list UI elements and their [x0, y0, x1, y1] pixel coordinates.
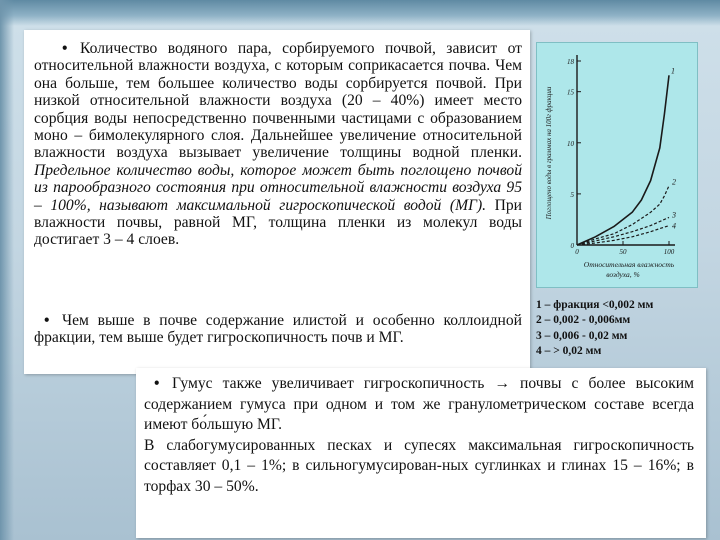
paragraph-hygroscopic-water	[34, 40, 522, 249]
chart-legend	[536, 298, 716, 360]
series-3-label: 3	[672, 210, 676, 220]
x-tick-label: 0	[575, 248, 579, 256]
series-4-label: 4	[672, 221, 676, 231]
bullet-icon: •	[44, 312, 50, 329]
sorption-chart-svg	[537, 43, 697, 287]
sorption-chart	[536, 42, 698, 288]
paragraph3-text: Гумус также увеличивает гигроскопичность → почвы с более высоким содержанием гумуса при одном и том же гранулометрическом составе всегда имеют бо́льшую МГ.	[144, 375, 694, 433]
chart-curves	[577, 75, 669, 245]
y-tick-label: 18	[567, 58, 574, 66]
paragraph1-lead: Количество водяного пара, сорбируемого почвой, зависит от относительной влажности воздуха, с которым соприкасается почва. Чем она больше, тем большее количество воды сорбируется почвой. При низкой относительной влажности воздуха (20 – 40%) имеет место сорбция воды непосредственно почвенными частицами с образованием моно – бимолекулярного слоя. Дальнейшее увеличение относительной влажности воздуха вызывает увеличение толщины водной пленки.	[34, 40, 522, 162]
chart-ticks	[567, 58, 675, 256]
main-text-panel	[24, 30, 530, 374]
paragraph1-tail: При влажности почвы, равной МГ, толщина пленки из молекул воды достигает 3 – 4 слоев.	[34, 196, 522, 249]
chart-labels	[545, 66, 676, 279]
x-axis-title-line2: воздуха, %	[606, 270, 640, 279]
x-tick-label: 50	[619, 248, 627, 256]
legend-item-1: 1 – фракция <0,002 мм	[536, 299, 654, 311]
series-2-label: 2	[672, 177, 676, 187]
series-3-line	[577, 217, 669, 245]
bottom-text-panel	[136, 368, 706, 538]
paragraph-humus	[144, 374, 694, 436]
bullet-icon: •	[154, 375, 160, 392]
paragraph-hygroscopicity-values	[144, 436, 694, 498]
x-axis-title-line1: Относительная влажность	[583, 260, 675, 269]
slide-top-decoration	[0, 0, 720, 26]
slide-left-decoration	[0, 0, 14, 540]
y-axis-title: Поглощено воды в граммах на 100г фракции	[545, 86, 553, 220]
series-1-label: 1	[671, 66, 675, 76]
legend-item-3: 3 – 0,006 - 0,02 мм	[536, 329, 628, 342]
paragraph1-definition: Предельное количество воды, которое может быть поглощено почвой из парообразного состояния при относительной влажности воздуха 95 – 100%, называют максимальной гигроскопической водой (МГ).	[34, 161, 522, 214]
paragraph2-text: Чем выше в почве содержание илистой и особенно коллоидной фракции, тем выше будет гигроскопичность почв и МГ.	[34, 312, 522, 347]
series-2-line	[577, 186, 669, 245]
y-tick-label: 5	[570, 190, 574, 199]
legend-item-2: 2 – 0,002 - 0,006мм	[536, 314, 631, 327]
bullet-icon: •	[62, 40, 68, 57]
paragraph4-text: В слабогумусированных песках и супесях максимальная гигроскопичность составляет 0,1 – 1%; в сильногумусирован-ных суглинках и глинах 15 – 16%; в торфах 30 – 50%.	[144, 436, 694, 495]
y-tick-label: 10	[567, 139, 574, 148]
legend-item-4: 4 – > 0,02 мм	[536, 345, 602, 358]
y-tick-label: 15	[567, 88, 574, 97]
series-1-line	[577, 75, 669, 245]
paragraph-clay-fraction	[34, 312, 522, 347]
y-tick-label: 0	[570, 242, 574, 250]
x-tick-label: 100	[663, 248, 675, 256]
